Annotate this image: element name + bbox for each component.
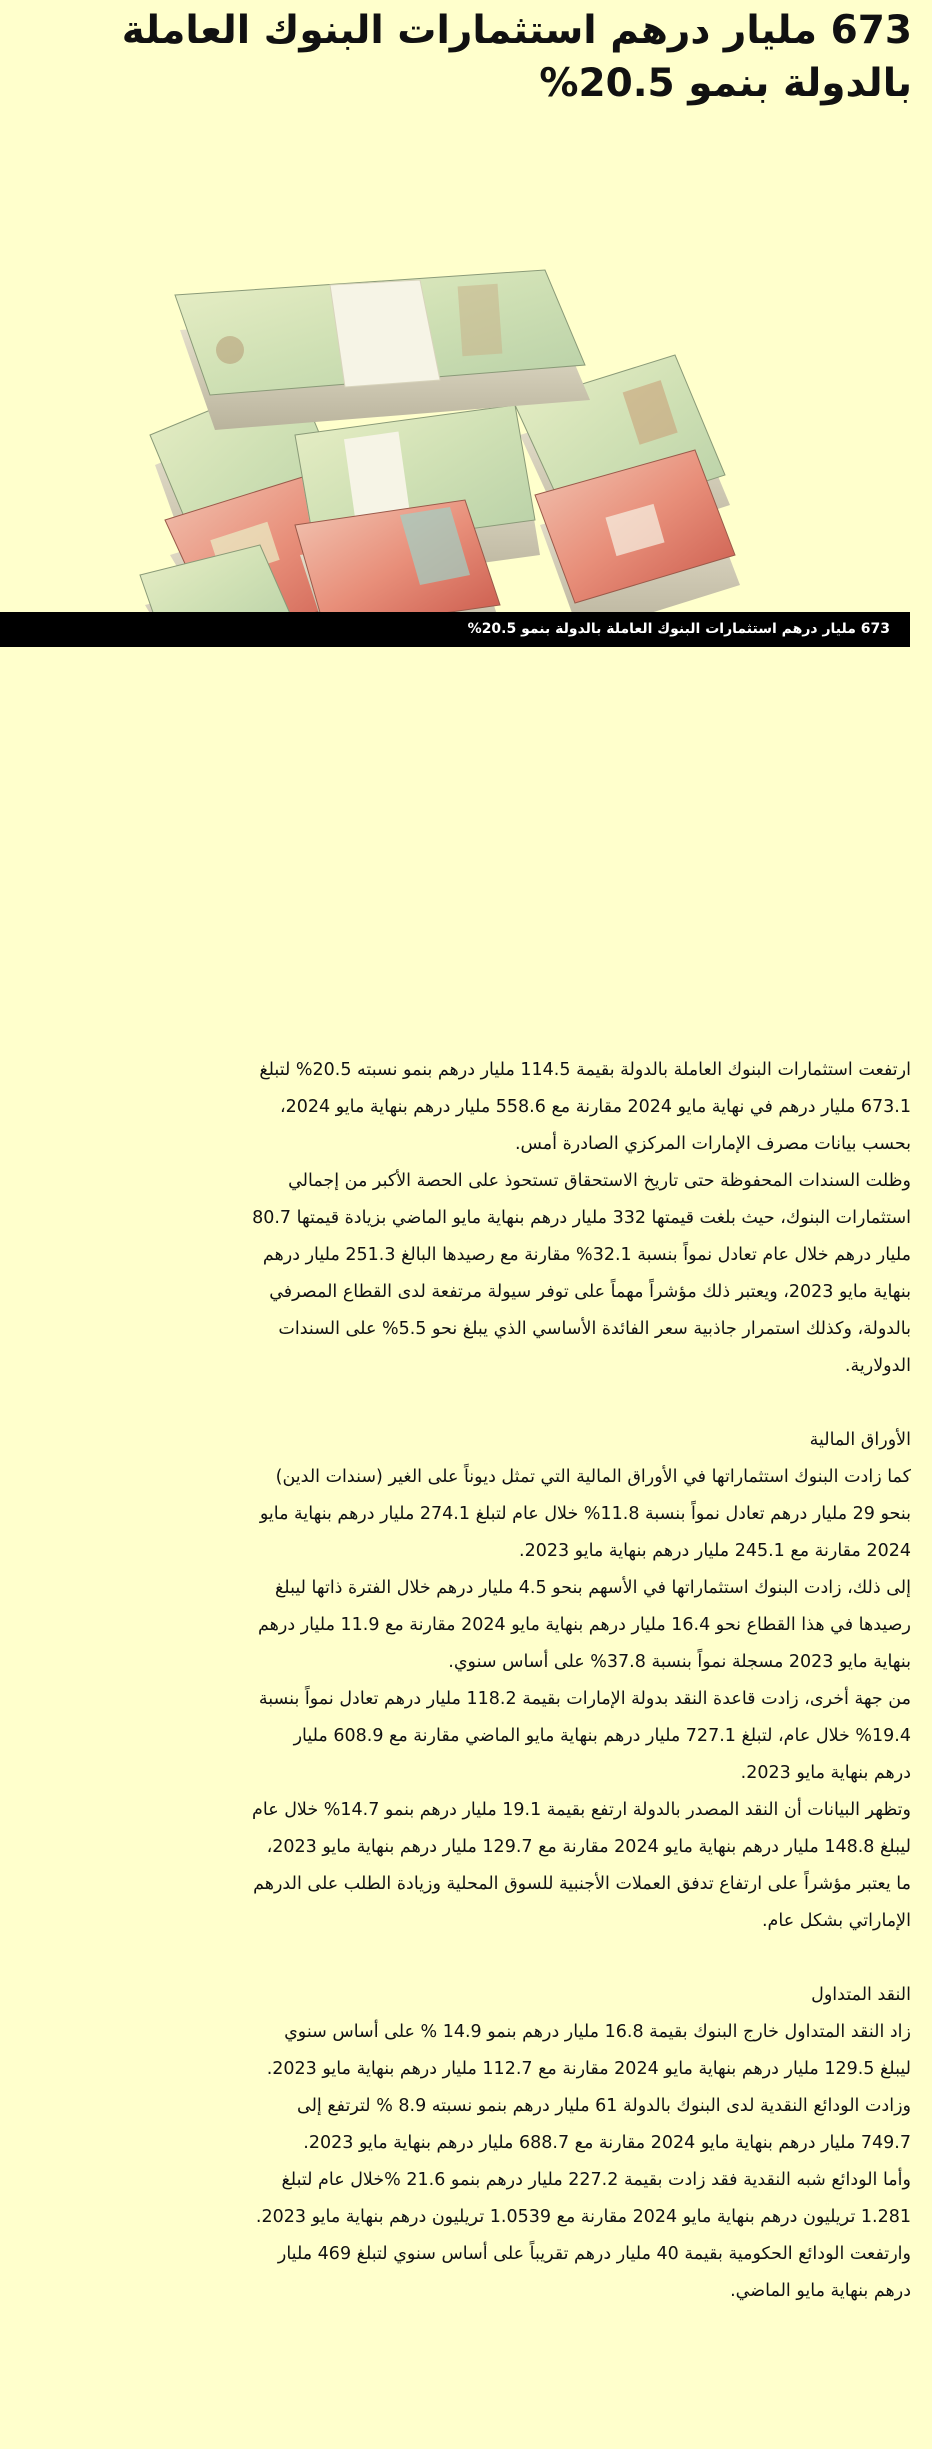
paragraph: كما زادت البنوك استثماراتها في الأوراق المالية التي تمثل ديوناً على الغير (سندات الدين) بنحو 29 مليار درهم تعادل نمواً بنسبة 11.8% خلال عام لتبلغ 274.1 مليار درهم بنهاية مايو 2024 مقارنة مع 245.1 مليار درهم بنهاية مايو 2023. <box>259 1467 911 1561</box>
article-body <box>251 1052 911 2310</box>
paragraph: إلى ذلك، زادت البنوك استثماراتها في الأسهم بنحو 4.5 مليار درهم خلال الفترة ذاتها ليبلغ رصيدها في هذا القطاع نحو 16.4 مليار درهم بنهاية مايو 2024 مقارنة مع 11.9 مليار درهم بنهاية مايو 2023 مسجلة نمواً بنسبة 37.8% على أساس سنوي. <box>258 1578 911 1672</box>
paragraph: وتظهر البيانات أن النقد المصدر بالدولة ارتفع بقيمة 19.1 مليار درهم بنمو 14.7% خلال عام ليبلغ 148.8 مليار درهم بنهاية مايو 2024 مقارنة مع 129.7 مليار درهم بنهاية مايو 2023، ما يعتبر مؤشراً على ارتفاع تدفق العملات الأجنبية للسوق المحلية وزيادة الطلب على الدرهم الإماراتي بشكل عام. <box>252 1800 911 1931</box>
banknote-stacks-illustration <box>0 135 932 647</box>
paragraph: وارتفعت الودائع الحكومية بقيمة 40 مليار درهم تقريباً على أساس سنوي لتبلغ 469 مليار درهم بنهاية مايو الماضي. <box>277 2244 911 2301</box>
article-title: 673 مليار درهم استثمارات البنوك العاملة بالدولة بنمو 20.5% <box>121 8 912 106</box>
article-image <box>0 135 932 647</box>
paragraph: وأما الودائع شبه النقدية فقد زادت بقيمة 227.2 مليار درهم بنمو 21.6 %خلال عام لتبلغ 1.281 تريليون درهم بنهاية مايو 2024 مقارنة مع 1.0539 تريليون درهم بنهاية مايو 2023. <box>255 2170 911 2227</box>
spacer <box>251 1385 911 1422</box>
paragraph: من جهة أخرى، زادت قاعدة النقد بدولة الإمارات بقيمة 118.2 مليار درهم تعادل نمواً بنسبة 19.4% خلال عام، لتبلغ 727.1 مليار درهم بنهاية مايو الماضي مقارنة مع 608.9 مليار درهم بنهاية مايو 2023. <box>258 1689 911 1783</box>
image-caption: 673 مليار درهم استثمارات البنوك العاملة بالدولة بنمو 20.5% <box>467 621 890 637</box>
paragraph: ارتفعت استثمارات البنوك العاملة بالدولة بقيمة 114.5 مليار درهم بنمو نسبته 20.5% لتبلغ 673.1 مليار درهم في نهاية مايو 2024 مقارنة مع 558.6 مليار درهم بنهاية مايو 2024، بحسب بيانات مصرف الإمارات المركزي الصادرة أمس. <box>259 1060 911 1154</box>
paragraph: وظلت السندات المحفوظة حتى تاريخ الاستحقاق تستحوذ على الحصة الأكبر من إجمالي استثمارات البنوك، حيث بلغت قيمتها 332 مليار درهم بنهاية مايو الماضي بزيادة قيمتها 80.7 مليار درهم خلال عام تعادل نمواً بنسبة 32.1% مقارنة مع رصيدها البالغ 251.3 مليار درهم بنهاية مايو 2023، ويعتبر ذلك مؤشراً مهماً على توفر سيولة مرتفعة لدى القطاع المصرفي بالدولة، وكذلك استمرار جاذبية سعر الفائدة الأساسي الذي يبلغ نحو 5.5% على السندات الدولارية. <box>252 1171 911 1376</box>
paragraph: زاد النقد المتداول خارج البنوك بقيمة 16.8 مليار درهم بنمو 14.9 % على أساس سنوي ليبلغ 129.5 مليار درهم بنهاية مايو 2024 مقارنة مع 112.7 مليار درهم بنهاية مايو 2023. <box>266 2022 911 2079</box>
paragraph: وزادت الودائع النقدية لدى البنوك بالدولة 61 مليار درهم بنمو نسبته 8.9 % لترتفع إلى 749.7 مليار درهم بنهاية مايو 2024 مقارنة مع 688.7 مليار درهم بنهاية مايو 2023. <box>296 2096 911 2153</box>
section-heading-securities: الأوراق المالية <box>809 1430 911 1450</box>
section-heading-cash: النقد المتداول <box>811 1985 911 2005</box>
spacer <box>251 1940 911 1977</box>
